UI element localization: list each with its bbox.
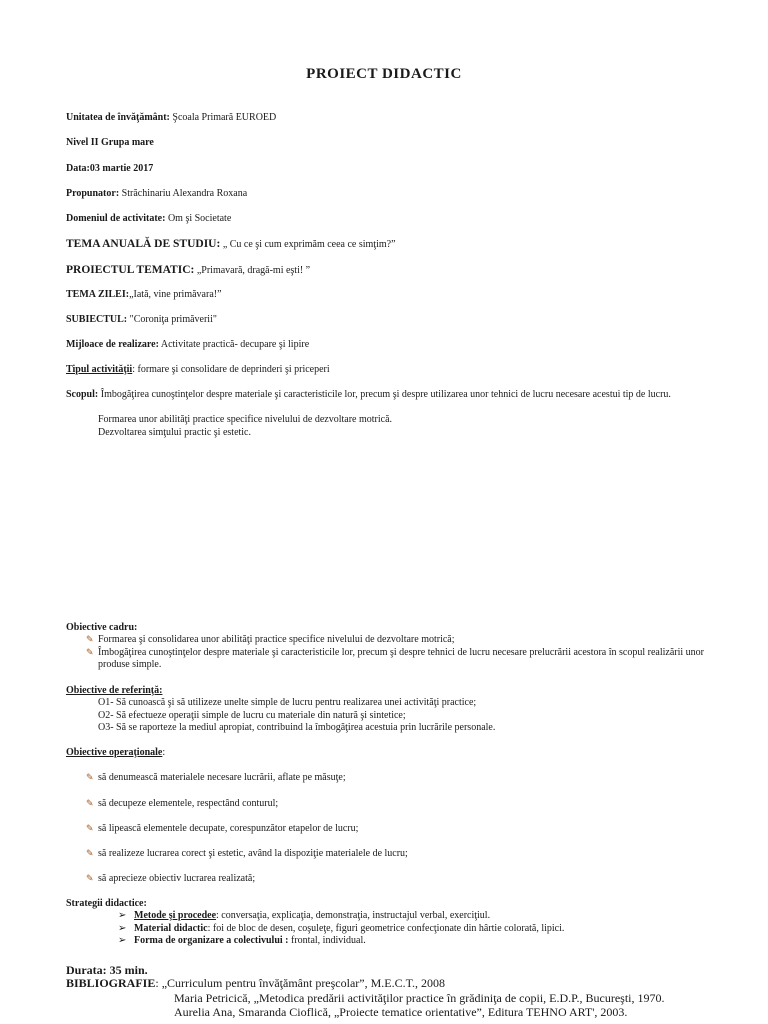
list-item: ✎ să lipească elementele decupate, corespunzător etapelor de lucru; (86, 823, 359, 834)
list-item: ✎ să aprecieze obiectiv lucrarea realizată; (86, 873, 256, 884)
obiective-referinta-heading: Obiective de referinţă: (66, 685, 163, 696)
list-item: ➢ Metode şi procedee: conversaţia, explicaţia, demonstraţia, instructajul verbal, exerciţiul. (118, 910, 491, 921)
propunator-line: Propunator: Străchinariu Alexandra Roxana (66, 188, 248, 199)
bibliografie-item: Maria Petricică, „Metodica predării activităţilor practice în grădiniţa de copii, E.D.P., Bucureşti, 1970. (174, 991, 665, 1005)
arrow-bullet-icon: ➢ (118, 923, 127, 934)
list-item: ✎ Îmbogăţirea cunoştinţelor despre materiale şi caracteristicile lor, precum şi despre tehnici de lucru necesare prelucrării acestora în scopul realizării unor produse simple. (86, 647, 704, 670)
tema-zilei-line: TEMA ZILEI:„Iată, vine primăvara!” (66, 289, 222, 300)
arrow-bullet-icon: ➢ (118, 935, 127, 946)
pen-bullet-icon: ✎ (86, 873, 94, 883)
pen-bullet-icon: ✎ (86, 798, 94, 808)
data-line: Data:03 martie 2017 (66, 163, 154, 174)
pen-bullet-icon: ✎ (86, 848, 94, 858)
pen-bullet-icon: ✎ (86, 772, 94, 782)
list-item: ➢ Material didactic: foi de bloc de desen, coşuleţe, figuri geometrice confecţionate din hârtie colorată, lipici. (118, 923, 565, 934)
mijloace-line: Mijloace de realizare: Activitate practică- decupare şi lipire (66, 339, 310, 350)
tema-anuala-line: TEMA ANUALĂ DE STUDIU: „ Cu ce şi cum exprimăm ceea ce simţim?” (66, 238, 396, 250)
domeniul-line: Domeniul de activitate: Om şi Societate (66, 213, 232, 224)
scopul-line-2: Formarea unor abilităţi practice specifice nivelului de dezvoltare motrică. (98, 414, 393, 425)
bibliografie-item: Aurelia Ana, Smaranda Cioflică, „Proiecte tematice orientative”, Editura TEHNO ART', 2003. (174, 1005, 628, 1019)
list-item: ➢ Forma de organizare a colectivului : frontal, individual. (118, 935, 366, 946)
list-item: O3- Să se raporteze la mediul apropiat, contribuind la îmbogăţirea acestuia prin lucrările personale. (98, 722, 496, 733)
durata: Durata: 35 min. (66, 963, 148, 977)
list-item: ✎ să realizeze lucrarea corect şi estetic, având la dispoziţie materialele de lucru; (86, 848, 408, 859)
nivel-line: Nivel II Grupa mare (66, 137, 154, 148)
pen-bullet-icon: ✎ (86, 823, 94, 833)
list-item: O2- Să efectueze operaţii simple de lucru cu materiale din natură şi sintetice; (98, 710, 406, 721)
obiective-cadru-heading: Obiective cadru: (66, 622, 138, 633)
scopul-paragraph: Scopul: Îmbogăţirea cunoştinţelor despre materiale şi caracteristicile lor, precum şi despre utilizarea unor tehnici de lucru necesare acestui tip de lucru. (66, 389, 671, 400)
list-item: ✎ Formarea şi consolidarea unor abilităţi practice specifice nivelului de dezvoltare motrică; (86, 634, 455, 645)
proiectul-tematic-line: PROIECTUL TEMATIC: „Primavară, dragă-mi eşti! ” (66, 264, 311, 276)
bibliografie-line: BIBLIOGRAFIE: „Curriculum pentru învăţământ preşcolar”, M.E.C.T., 2008 (66, 976, 446, 990)
pen-bullet-icon: ✎ (86, 647, 94, 657)
list-item: O1- Să cunoască şi să utilizeze unelte simple de lucru pentru realizarea unei activităţi practice; (98, 697, 477, 708)
pen-bullet-icon: ✎ (86, 634, 94, 644)
obiective-operationale-heading: Obiective operaţionale: (66, 747, 166, 758)
strategii-heading: Strategii didactice: (66, 898, 147, 909)
unitatea-line: Unitatea de învăţământ: Şcoala Primară EUROED (66, 112, 277, 123)
subiectul-line: SUBIECTUL: "Coroniţa primăverii" (66, 314, 217, 325)
list-item: ✎ să denumească materialele necesare lucrării, aflate pe măsuţe; (86, 772, 346, 783)
tipul-activitatii-line: Tipul activităţii: formare şi consolidare de deprinderi şi priceperi (66, 364, 330, 375)
list-item: ✎ să decupeze elementele, respectând conturul; (86, 798, 279, 809)
scopul-line-3: Dezvoltarea simţului practic şi estetic. (98, 427, 251, 438)
arrow-bullet-icon: ➢ (118, 910, 127, 921)
page-title: PROIECT DIDACTIC (306, 66, 462, 82)
